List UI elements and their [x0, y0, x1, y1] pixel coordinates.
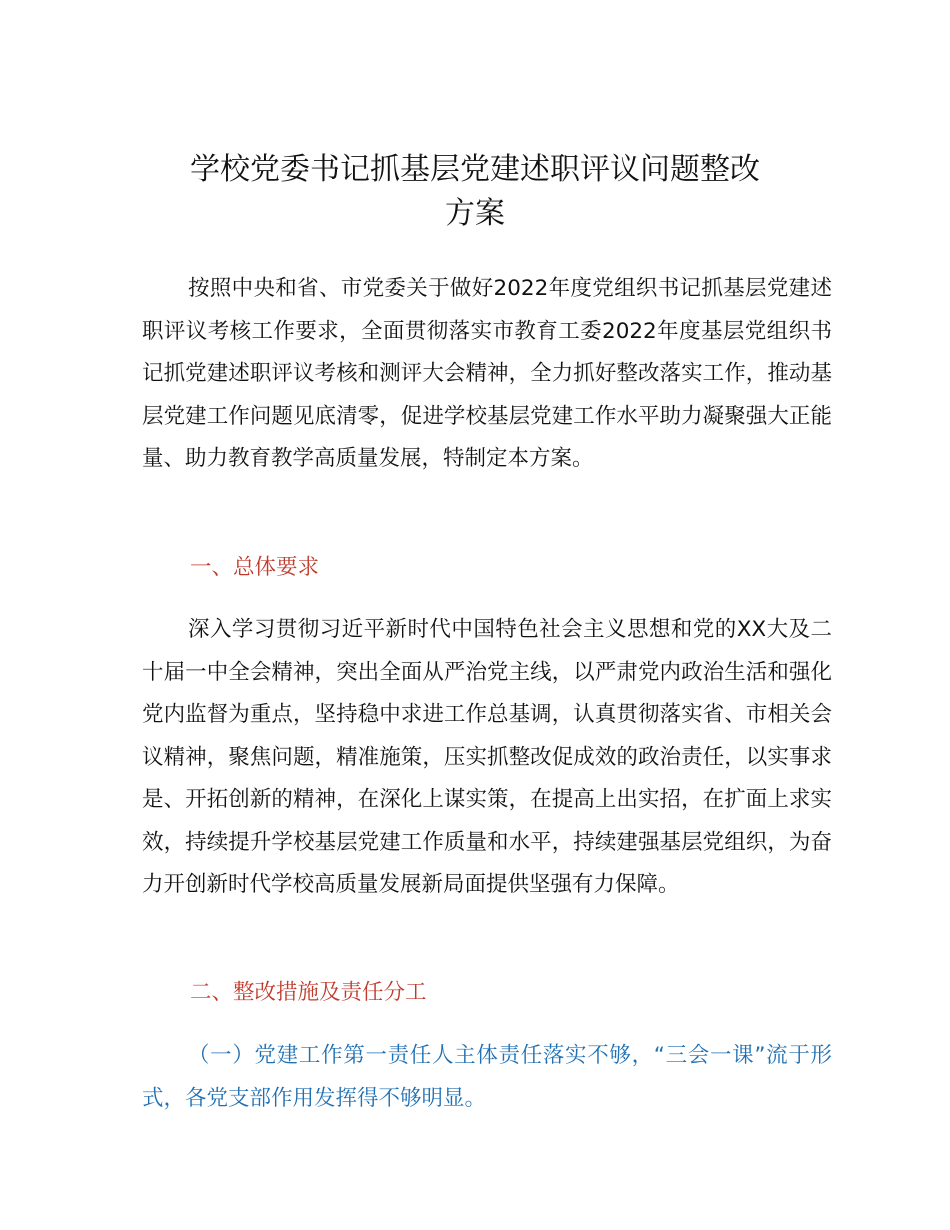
- intro-paragraph: 按照中央和省、市党委关于做好2022年度党组织书记抓基层党建述职评议考核工作要求，全面贯彻落实市教育工委2022年度基层党组织书记抓党建述职评议考核和测评大会精神，全力抓好整改落实工作，推动基层党建工作问题见底清零，促进学校基层党建工作水平助力凝聚强大正能量、助力教育教学高质量发展，特制定本方案。: [142, 276, 832, 471]
- subsection-heading-1: （一）党建工作第一责任人主体责任落实不够，“三会一课”流于形式，各党支部作用发挥得不够明显。: [142, 1043, 832, 1111]
- general-requirements-paragraph: 深入学习贯彻习近平新时代中国特色社会主义思想和党的XX大及二十届一中全会精神，突出全面从严治党主线，以严肃党内政治生活和强化党内监督为重点，坚持稳中求进工作总基调，认真贯彻落实省、市相关会议精神，聚焦问题，精准施策，压实抓整改促成效的政治责任，以实事求是、开拓创新的精神，在深化上谋实策，在提高上出实招，在扩面上求实效，持续提升学校基层党建工作质量和水平，持续建强基层党组织，为奋力开创新时代学校高质量发展新局面提供坚强有力保障。: [142, 617, 832, 897]
- title-line-1: 学校党委书记抓基层党建述职评议问题整改: [190, 152, 760, 187]
- section-heading-measures: 二、整改措施及责任分工: [190, 980, 427, 1005]
- title-line-2: 方案: [445, 196, 505, 231]
- document-title: [100, 148, 850, 236]
- section-heading-general-requirements: 一、总体要求: [190, 555, 320, 580]
